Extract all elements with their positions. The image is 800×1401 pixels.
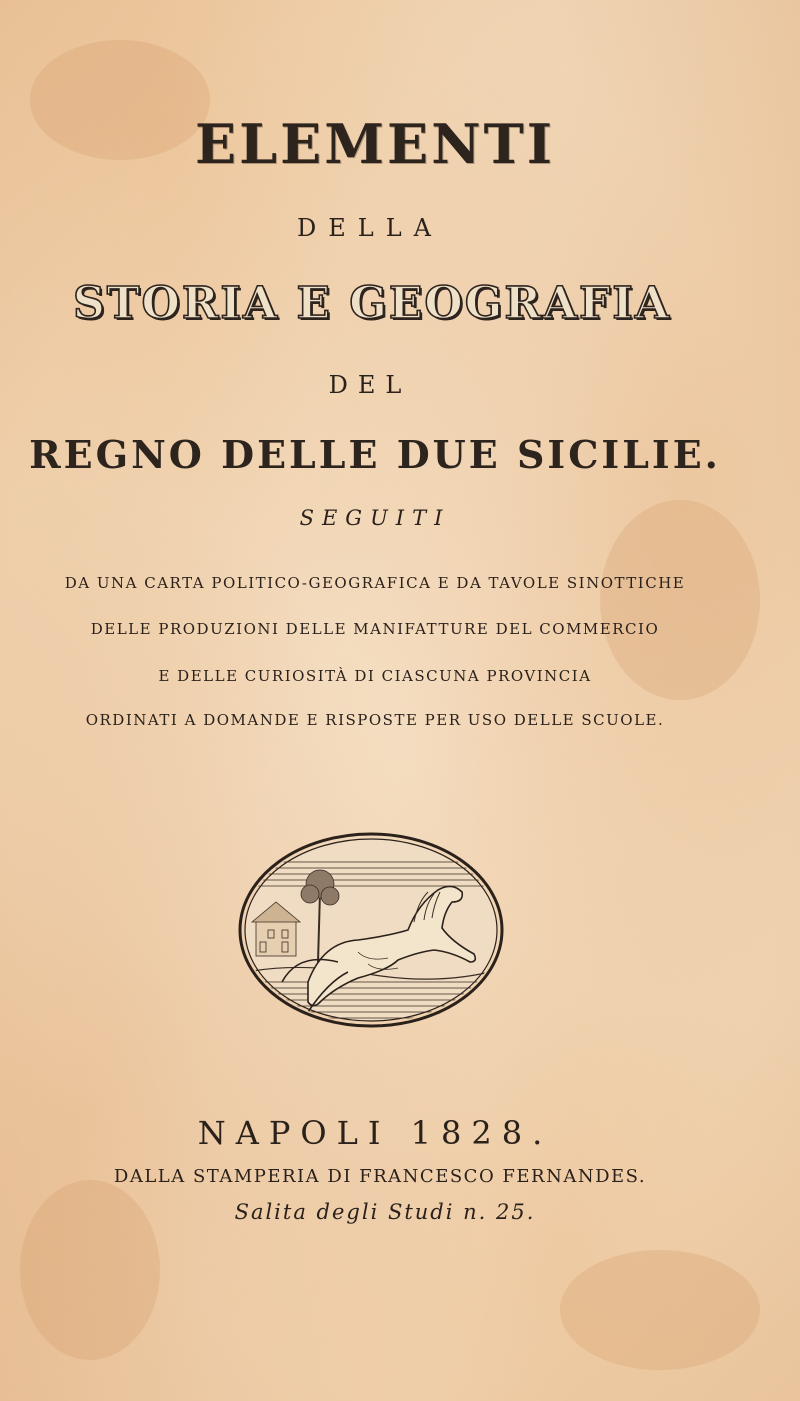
foxing-stain bbox=[560, 1250, 760, 1370]
subtitle-seguiti: SEGUITI bbox=[299, 506, 451, 530]
imprint-address: Salita degli Studi n. 25. bbox=[234, 1200, 536, 1224]
imprint-city-year: NAPOLI 1828. bbox=[197, 1114, 553, 1152]
horse-vignette-icon bbox=[238, 832, 504, 1028]
subtitle-line-3: E DELLE CURIOSITÀ DI CIASCUNA PROVINCIA bbox=[158, 667, 592, 685]
subtitle-line-1: DA UNA CARTA POLITICO-GEOGRAFICA E DA TAVOLE SINOTTICHE bbox=[64, 574, 686, 592]
title-regno: REGNO DELLE DUE SICILIE. bbox=[29, 432, 721, 477]
title-elementi: ELEMENTI bbox=[194, 112, 556, 176]
subtitle-line-2: DELLE PRODUZIONI DELLE MANIFATTURE DEL COMMERCIO bbox=[90, 620, 660, 638]
title-del: DEL bbox=[328, 371, 412, 399]
subtitle-line-4: ORDINATI A DOMANDE E RISPOSTE PER USO DELLE SCUOLE. bbox=[85, 711, 665, 729]
imprint-printer: DALLA STAMPERIA DI FRANCESCO FERNANDES. bbox=[113, 1166, 647, 1187]
title-della: DELLA bbox=[297, 214, 443, 242]
title-storia-geografia: STORIA E GEOGRAFIA bbox=[73, 278, 671, 329]
